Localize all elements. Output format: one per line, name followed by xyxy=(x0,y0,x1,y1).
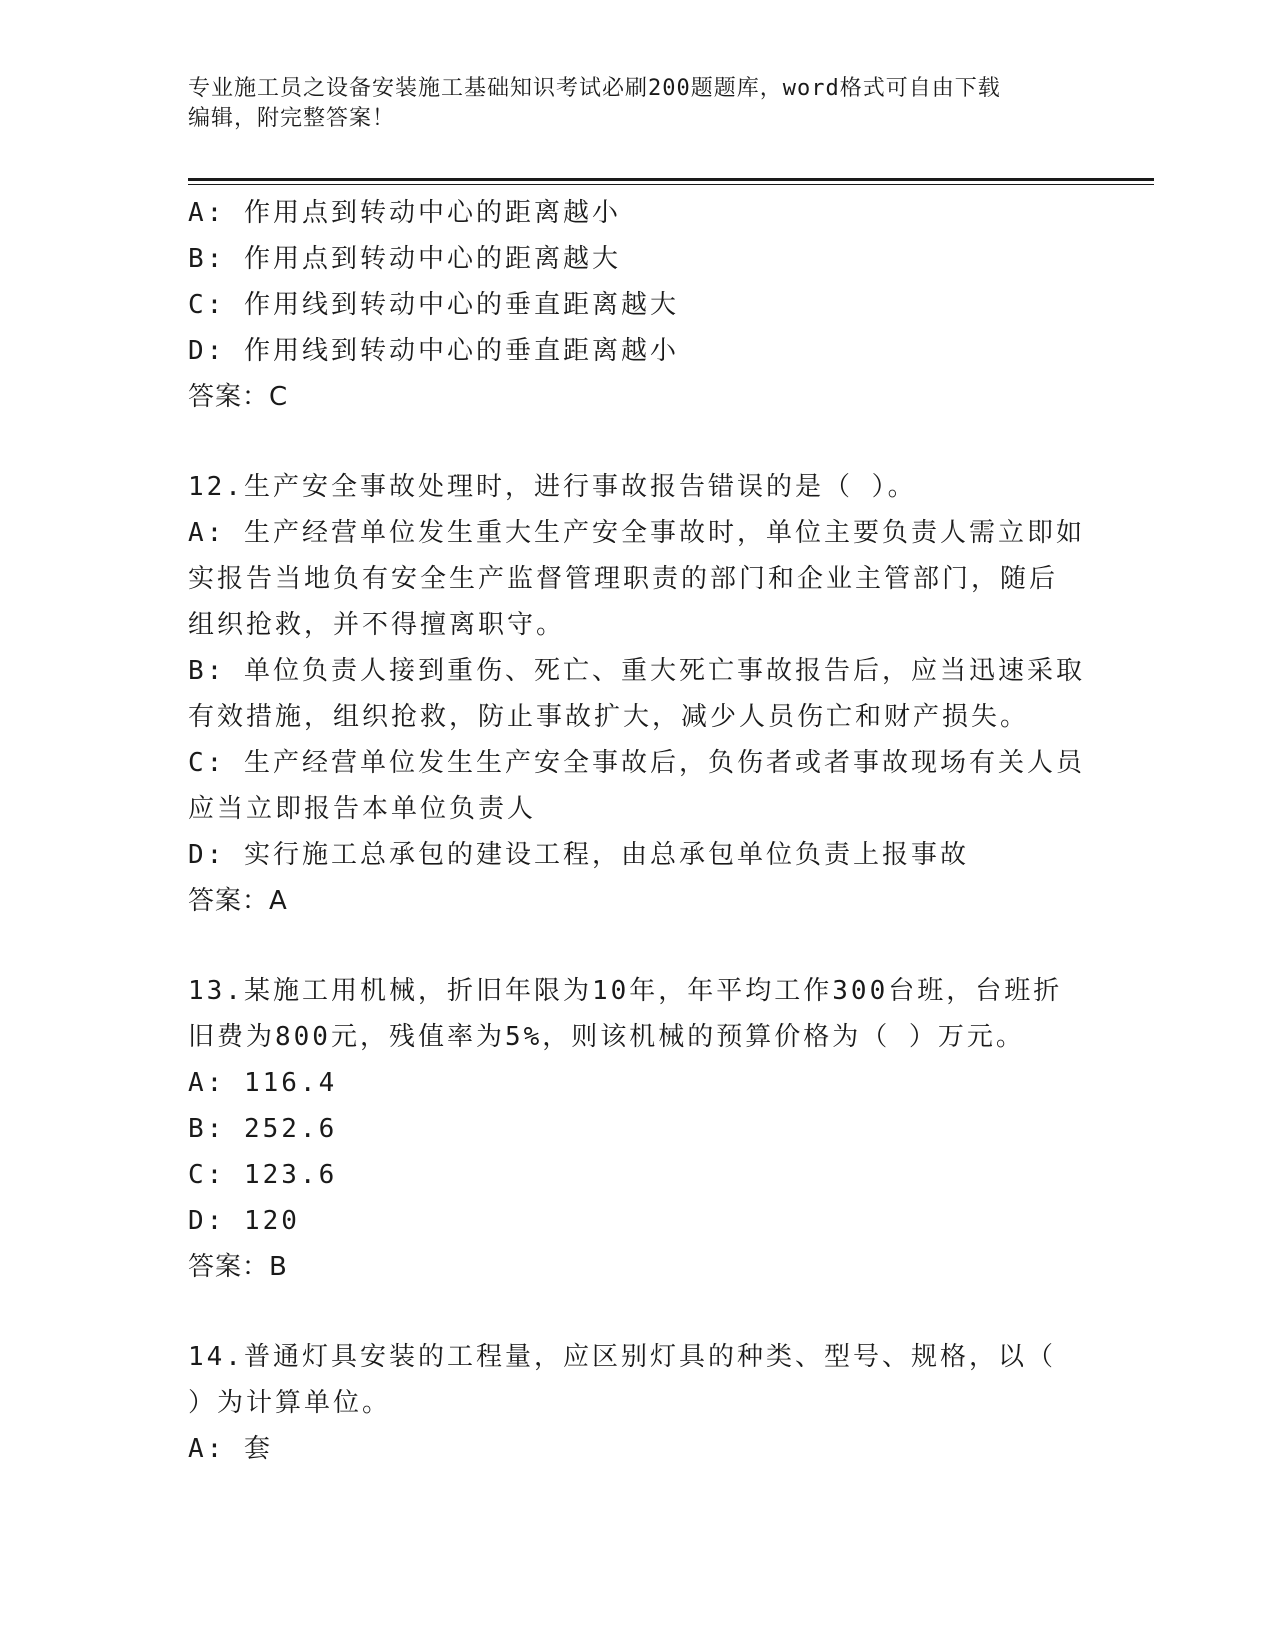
q12-option-a-line-1: A: 生产经营单位发生重大生产安全事故时，单位主要负责人需立即如 xyxy=(188,518,1085,548)
document-header xyxy=(188,74,1068,134)
q13-option-a: A: 116.4 xyxy=(188,1068,338,1098)
q11-option-a: A: 作用点到转动中心的距离越小 xyxy=(188,198,621,228)
q12-option-c-line-1: C: 生产经营单位发生生产安全事故后，负伤者或者事故现场有关人员 xyxy=(188,748,1085,778)
header-title-line-1: 专业施工员之设备安装施工基础知识考试必刷200题题库，word格式可自由下载 xyxy=(188,76,1001,101)
q11-option-d: D: 作用线到转动中心的垂直距离越小 xyxy=(188,336,679,366)
q12-answer: 答案：A xyxy=(188,886,288,916)
question-13-block xyxy=(188,968,1088,1290)
header-divider-thin xyxy=(188,184,1154,185)
q14-question-line-2: ）为计算单位。 xyxy=(188,1388,392,1418)
question-12-block xyxy=(188,464,1088,924)
header-divider-thick xyxy=(188,178,1154,181)
q11-option-c: C: 作用线到转动中心的垂直距离越大 xyxy=(188,290,679,320)
q12-question: 12.生产安全事故处理时，进行事故报告错误的是（ ）。 xyxy=(188,472,917,502)
q13-option-d: D: 120 xyxy=(188,1206,300,1236)
q13-option-b: B: 252.6 xyxy=(188,1114,338,1144)
q12-option-b-line-2: 有效措施，组织抢救，防止事故扩大，减少人员伤亡和财产损失。 xyxy=(188,702,1030,732)
q13-answer: 答案：B xyxy=(188,1252,288,1282)
q13-option-c: C: 123.6 xyxy=(188,1160,338,1190)
q13-question-line-2: 旧费为800元，残值率为5%，则该机械的预算价格为（ ）万元。 xyxy=(188,1022,1025,1052)
question-14-block xyxy=(188,1334,1088,1472)
spacer xyxy=(188,420,1088,464)
q12-option-c-line-2: 应当立即报告本单位负责人 xyxy=(188,794,537,824)
spacer xyxy=(188,1290,1088,1334)
q12-option-a-line-2: 实报告当地负有安全生产监督管理职责的部门和企业主管部门，随后 xyxy=(188,564,1059,594)
q14-option-a: A: 套 xyxy=(188,1434,273,1464)
spacer xyxy=(188,924,1088,968)
q13-question-line-1: 13.某施工用机械，折旧年限为10年，年平均工作300台班，台班折 xyxy=(188,976,1063,1006)
question-content xyxy=(188,190,1088,1472)
q12-option-b-line-1: B: 单位负责人接到重伤、死亡、重大死亡事故报告后，应当迅速采取 xyxy=(188,656,1085,686)
q11-option-b: B: 作用点到转动中心的距离越大 xyxy=(188,244,621,274)
header-title-line-2: 编辑，附完整答案！ xyxy=(188,106,396,131)
q11-answer: 答案：C xyxy=(188,382,289,412)
question-11-block xyxy=(188,190,1088,420)
q14-question-line-1: 14.普通灯具安装的工程量，应区别灯具的种类、型号、规格，以（ xyxy=(188,1342,1056,1372)
q12-option-a-line-3: 组织抢救，并不得擅离职守。 xyxy=(188,610,566,640)
q12-option-d: D: 实行施工总承包的建设工程，由总承包单位负责上报事故 xyxy=(188,840,969,870)
